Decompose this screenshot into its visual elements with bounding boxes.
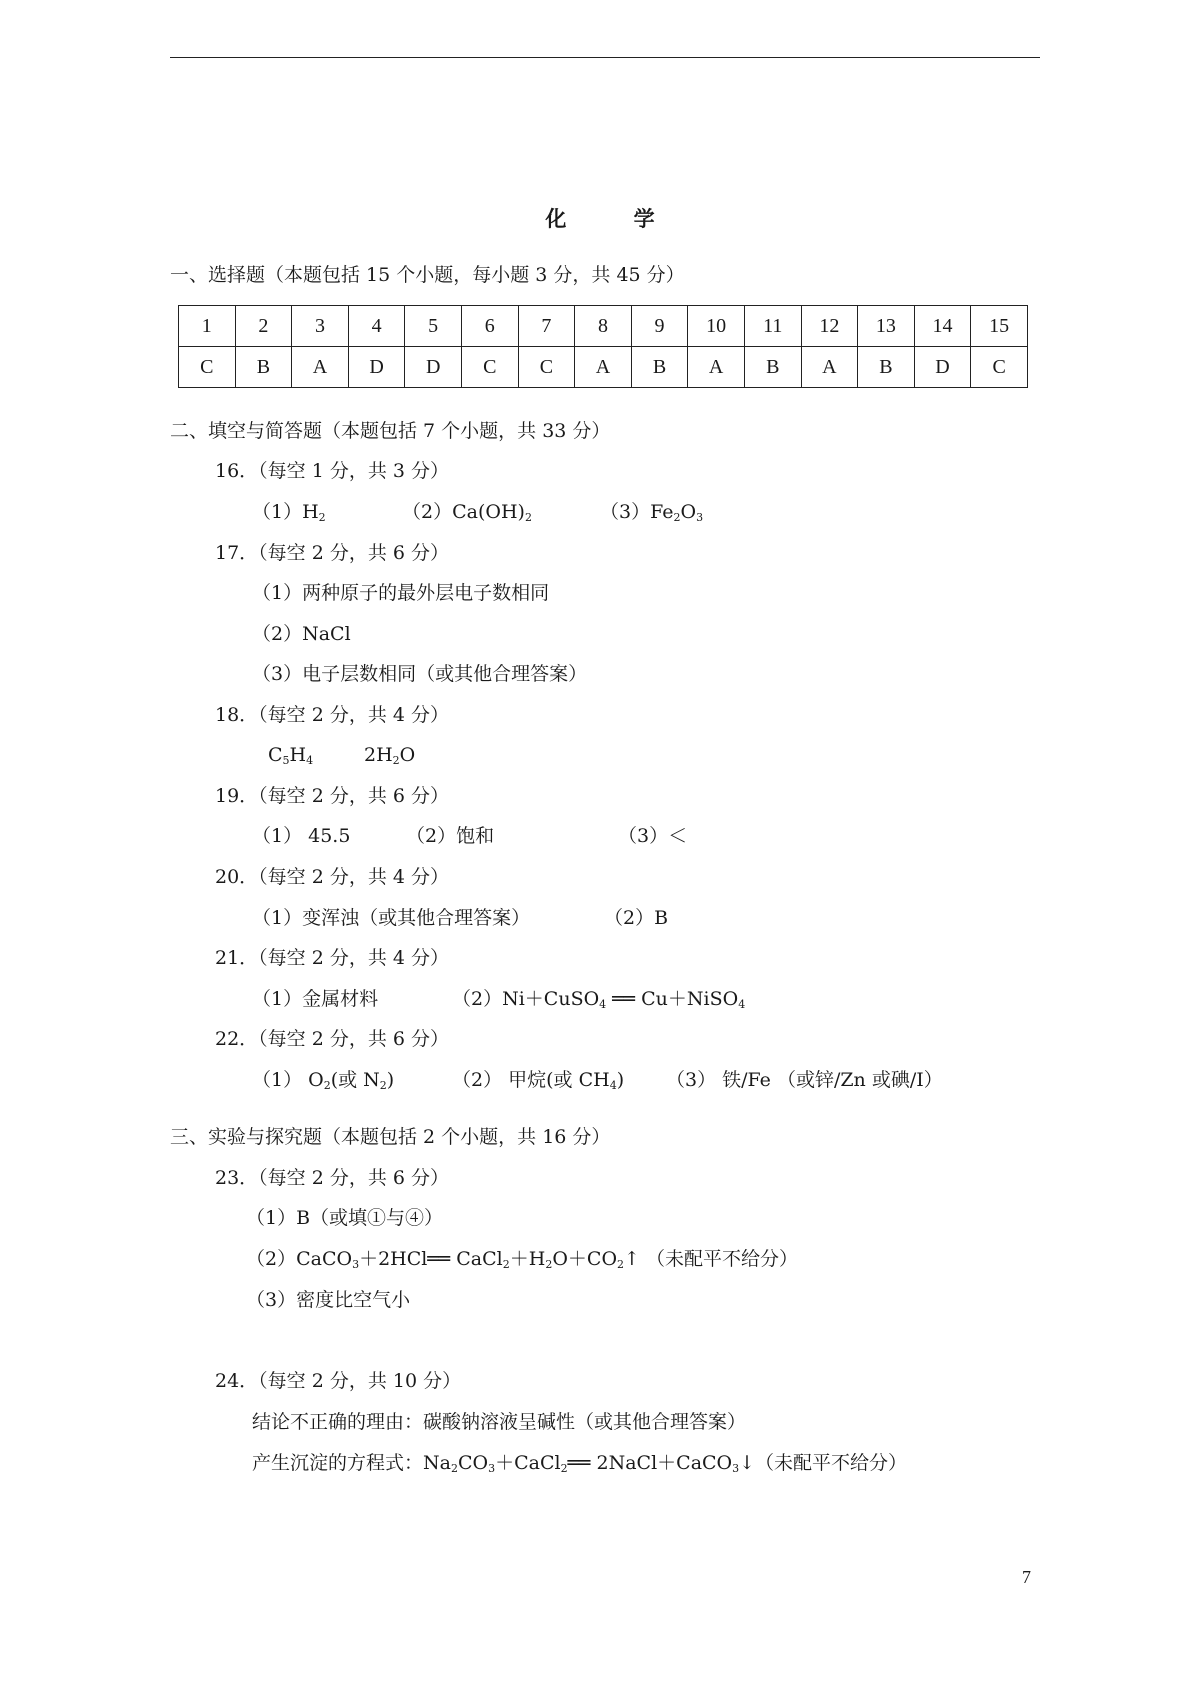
answer-table — [178, 305, 1028, 388]
table-cell: A — [688, 347, 745, 388]
q19-label: 19．（每空 2 分，共 6 分） — [215, 785, 450, 807]
q17-answer-3: （3）电子层数相同（或其他合理答案） — [252, 663, 588, 685]
q22-answer-1: （1） $O_2$(或 $N_2$) — [252, 1069, 395, 1092]
q22-answer-3: （3） 铁/Fe （或锌/Zn 或碘/I） — [666, 1069, 943, 1091]
q21-answer-1: （1）金属材料 — [252, 988, 379, 1010]
table-cell: 12 — [801, 306, 858, 347]
q24-answer-1: 结论不正确的理由：碳酸钠溶液呈碱性（或其他合理答案） — [252, 1411, 747, 1433]
q23-answer-3: （3）密度比空气小 — [246, 1289, 411, 1311]
table-cell: 6 — [461, 306, 518, 347]
q16-label: 16．（每空 1 分，共 3 分） — [215, 460, 450, 482]
table-cell: 7 — [518, 306, 575, 347]
q16-answer-1: $(1)H_2$ — [252, 501, 326, 524]
table-cell: 11 — [744, 306, 801, 347]
q16-answer-3: $(3)Fe_2O_3$ — [600, 501, 704, 524]
q19-answer-1: （1） 45.5 — [252, 825, 351, 847]
page-number: 7 — [1022, 1567, 1031, 1587]
section2-heading: 二、填空与简答题（本题包括 7 个小题，共 33 分） — [170, 420, 611, 442]
table-cell: D — [348, 347, 405, 388]
q19-answer-3: （3）＜ — [618, 825, 688, 847]
q23-label: 23．（每空 2 分，共 6 分） — [215, 1167, 450, 1189]
table-cell: 4 — [348, 306, 405, 347]
q22-answer-2: （2） 甲烷(或 $CH_4$) — [452, 1069, 625, 1092]
table-cell: 14 — [914, 306, 971, 347]
table-cell: C — [461, 347, 518, 388]
q22-label: 22．（每空 2 分，共 6 分） — [215, 1028, 450, 1050]
table-cell: B — [858, 347, 915, 388]
q21-answer-2: （2）Ni＋CuSO$_4$ ══ Cu＋NiSO$_4$ — [452, 988, 746, 1011]
table-cell: C — [971, 347, 1028, 388]
section1-heading: 一、选择题（本题包括 15 个小题，每小题 3 分，共 45 分） — [170, 264, 685, 286]
table-cell: 1 — [179, 306, 236, 347]
table-row-numbers — [179, 306, 1028, 347]
table-cell: D — [914, 347, 971, 388]
q18-answers — [268, 742, 415, 768]
header-rule — [170, 57, 1040, 58]
table-cell: 3 — [292, 306, 349, 347]
table-cell: C — [518, 347, 575, 388]
q16-answers — [252, 499, 703, 525]
table-cell: 10 — [688, 306, 745, 347]
q21-answers — [252, 986, 745, 1012]
q17-label: 17．（每空 2 分，共 6 分） — [215, 542, 450, 564]
page-title: 化 学 — [545, 206, 685, 231]
table-cell: B — [744, 347, 801, 388]
q24-label: 24．（每空 2 分，共 10 分） — [215, 1370, 462, 1392]
q22-answers — [252, 1067, 943, 1093]
table-cell: A — [801, 347, 858, 388]
table-cell: B — [235, 347, 292, 388]
table-cell: 13 — [858, 306, 915, 347]
table-cell: 2 — [235, 306, 292, 347]
q16-answer-2: $(2)Ca(OH)_2$ — [402, 501, 532, 524]
q19-answer-2: （2）饱和 — [406, 825, 495, 847]
table-cell: 9 — [631, 306, 688, 347]
q18-answer-2: $2H_2O$ — [364, 744, 416, 767]
q19-answers — [252, 823, 687, 849]
table-cell: C — [179, 347, 236, 388]
table-cell: 5 — [405, 306, 462, 347]
table-cell: 8 — [575, 306, 632, 347]
q20-answers — [252, 905, 668, 931]
table-cell: D — [405, 347, 462, 388]
q17-answer-1: （1）两种原子的最外层电子数相同 — [252, 582, 550, 604]
table-cell: A — [292, 347, 349, 388]
table-cell: A — [575, 347, 632, 388]
q21-label: 21．（每空 2 分，共 4 分） — [215, 947, 450, 969]
q20-label: 20．（每空 2 分，共 4 分） — [215, 866, 450, 888]
q20-answer-2: （2）B — [604, 907, 669, 929]
q18-label: 18．（每空 2 分，共 4 分） — [215, 704, 450, 726]
table-cell: 15 — [971, 306, 1028, 347]
q20-answer-1: （1）变浑浊（或其他合理答案） — [252, 907, 531, 929]
q23-answer-2: （2）CaCO$_3$＋2HCl══ $CaCl_2+H_2O+CO_2↑$ （未配平不给分） — [246, 1248, 798, 1271]
q17-answer-2: （2）NaCl — [252, 623, 351, 645]
q24-answer-2: 产生沉淀的方程式：$Na_2CO_3+CaCl_2══$ 2NaCl＋CaCO$_3$↓（未配平不给分） — [252, 1452, 908, 1475]
table-row-answers — [179, 347, 1028, 388]
table-cell: B — [631, 347, 688, 388]
q23-answer-1: （1）B（或填①与④） — [246, 1207, 444, 1229]
q18-answer-1: $C_5H_4$ — [268, 744, 314, 767]
section3-heading: 三、实验与探究题（本题包括 2 个小题，共 16 分） — [170, 1126, 611, 1148]
